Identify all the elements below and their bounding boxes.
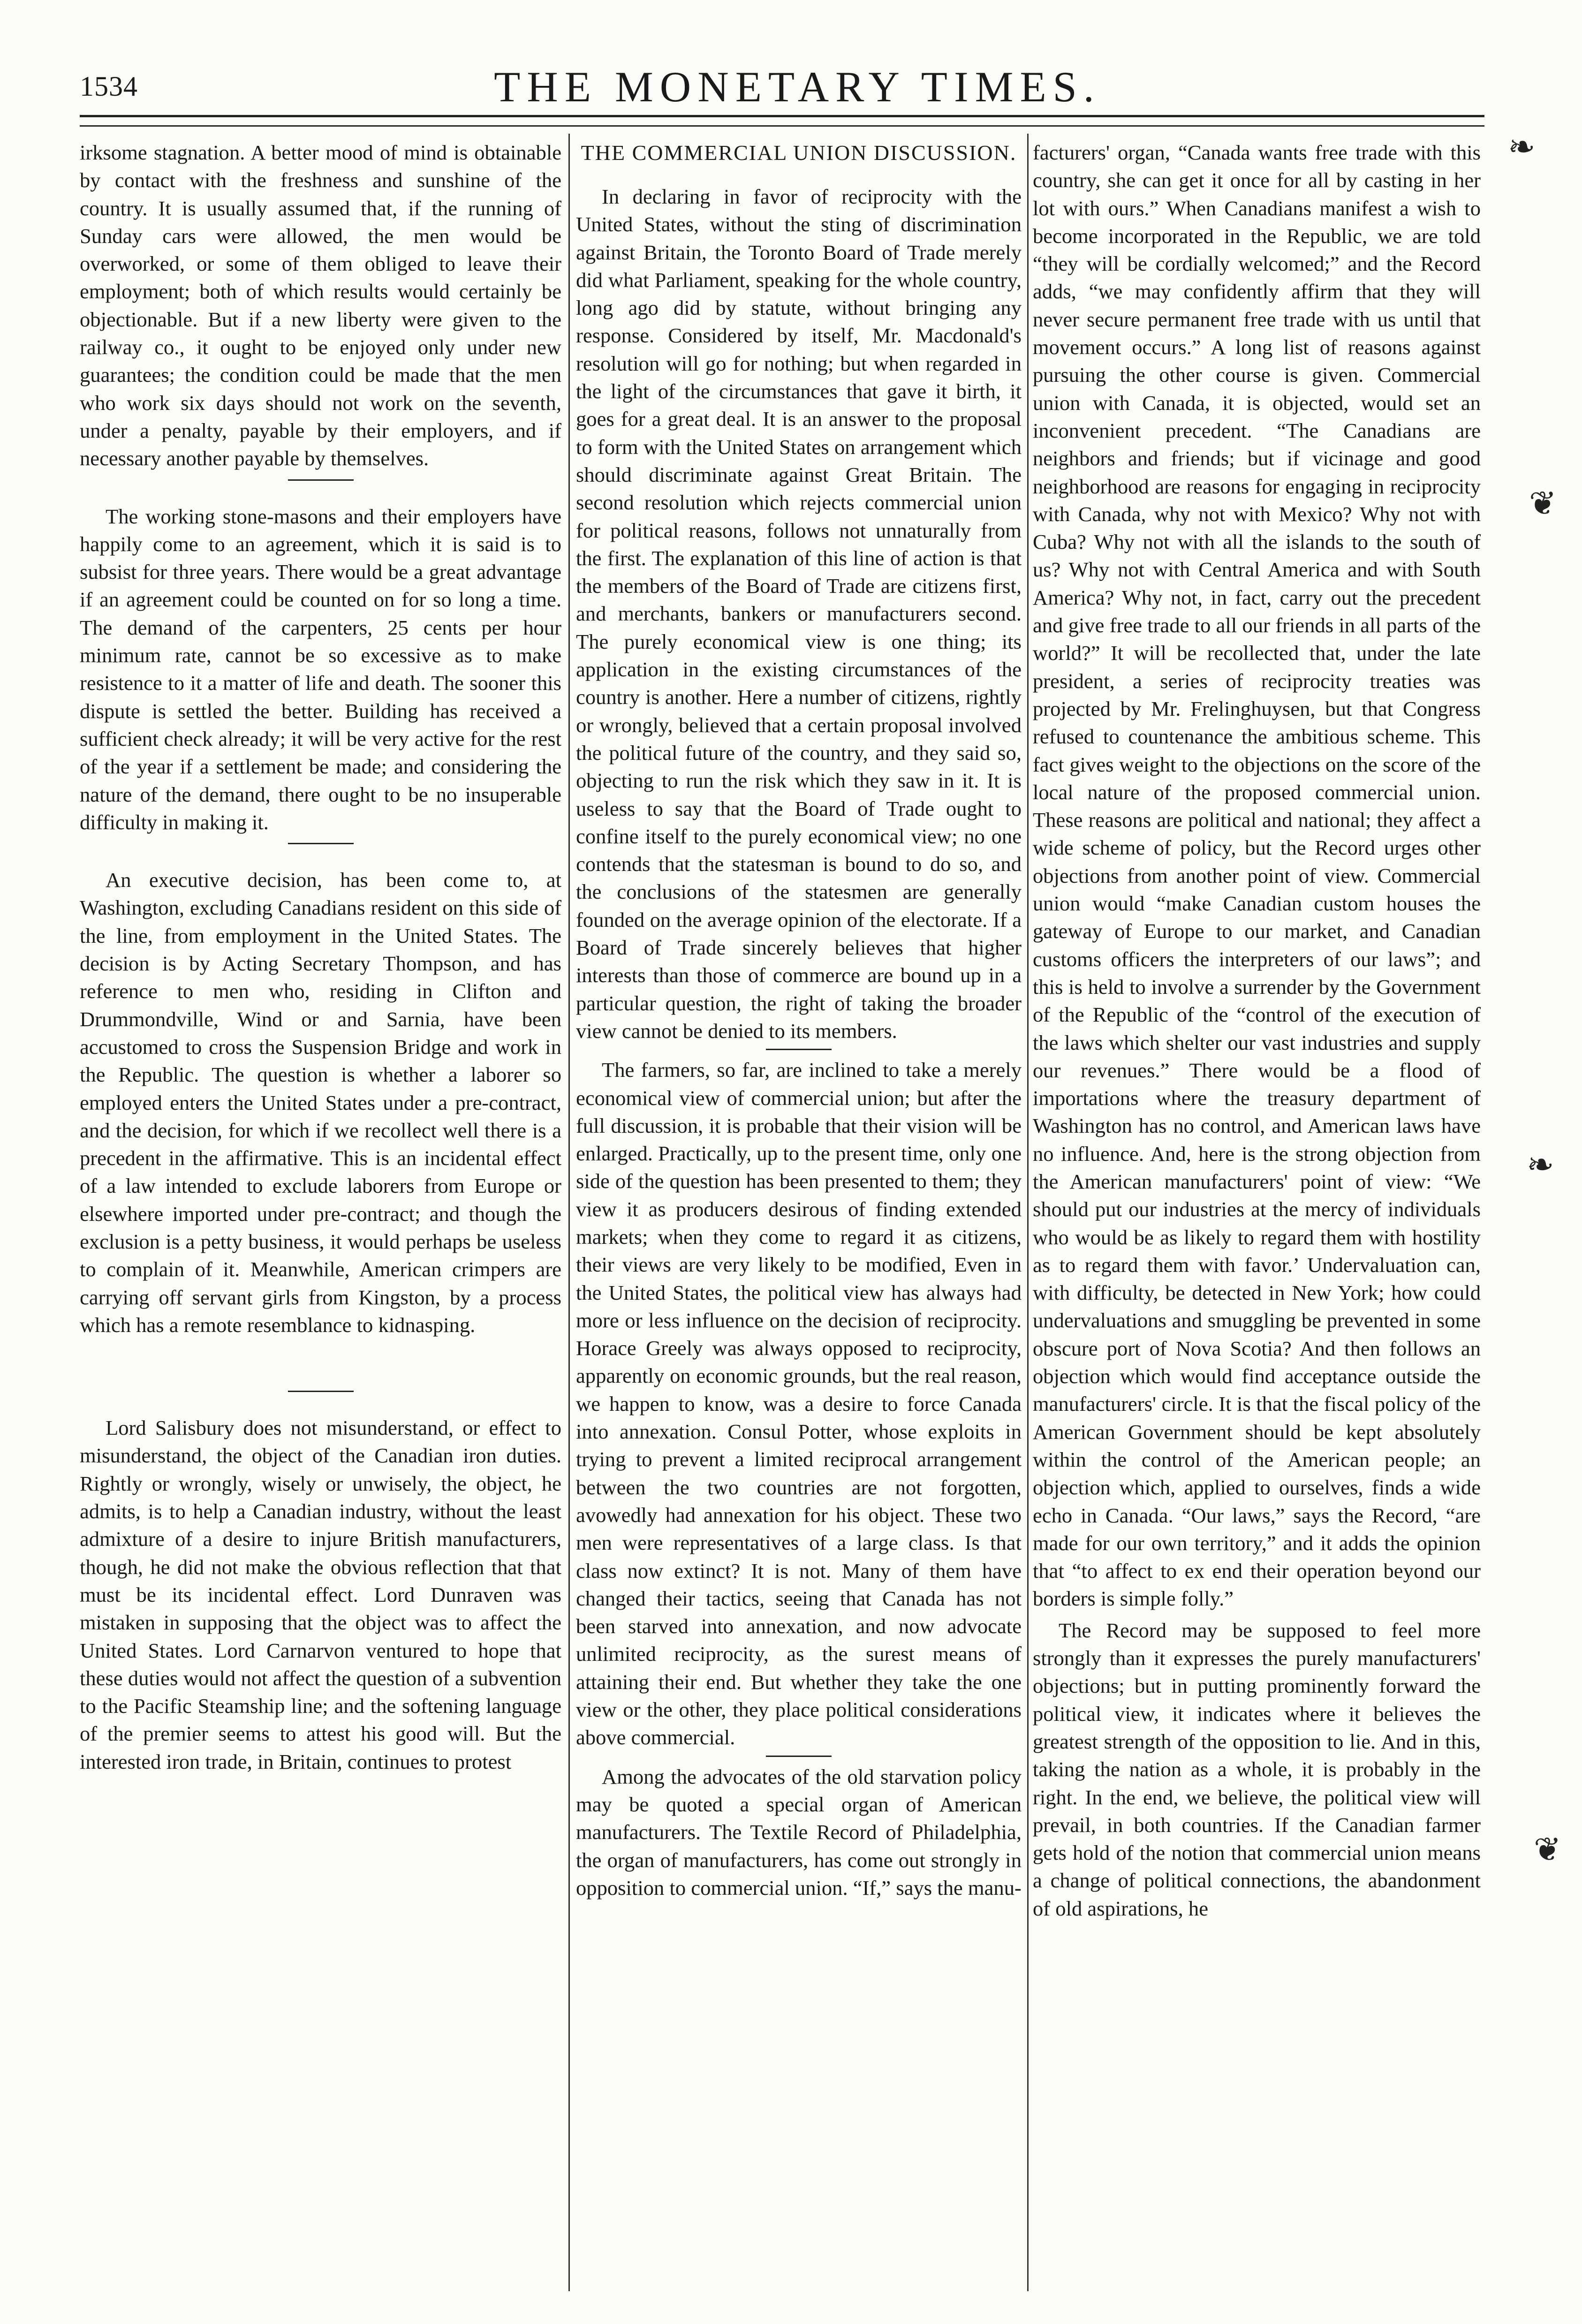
- paragraph: The working stone-masons and their employers have happily come to an agreement, which it is said is to subsist for three years. There would be a great advantage if an agreement could be counted on for so long a time. The demand of the carpenters, 25 cents per hour minimum rate, cannot be so excessive as to make resistence to it a matter of life and death. The sooner this dispute is settled the better. Building has received a sufficient check already; it will be very active for the rest of the year if a settlement be made; and considering the nature of the demand, there ought to be no insuperable difficulty in making it.: [80, 504, 561, 834]
- margin-ornament-icon: ❦: [1534, 1832, 1561, 1868]
- column-divider-1: [568, 134, 570, 2291]
- header-rule: [80, 115, 1484, 117]
- column-divider-2: [1027, 134, 1029, 2291]
- paragraph: The Record may be supposed to feel more strongly than it expresses the purely manufacturers' objections; but in putting prominently forward the political view, it indicates where it believes the greatest strength of the opposition to lie. And in this, taking the nation as a whole, it is probably in the right. In the end, we believe, the political view will prevail, in both countries. If the Canadian farmer gets hold of the notion that commercial union means a change of political connections, the abandonment of old aspirations, he: [1033, 1618, 1481, 1920]
- paragraph: facturers' organ, “Canada wants free trade with this country, she can get it once for all by casting in her lot with ours.” When Canadians manifest a wish to become incorporated in the Republic, we are told “they will be cordially welcomed;” and the Record adds, “we may confidently affirm that they will never secure permanent free trade with us until that movement occurs.” A long list of reasons against pursuing the other course is given. Commercial union with Canada, it is objected, would set an inconvenient precedent. “The Canadians are neighbors and friends; but if vicinage and good neighborhood are reasons for engaging in reciprocity with Canada, why not with Mexico? Why not with Cuba? Why not with all the islands to the south of us? Why not with Central America and with South America? Why not, in fact, carry out the precedent and give free trade to all our friends in all parts of the world?” It will be recollected that, under the late president, a series of reciprocity treaties was projected by Mr. Frelinghuysen, but that Congress refused to countenance the ambitious scheme. This fact gives weight to the objections on the score of the local nature of the proposed commercial union. These reasons are political and national; they affect a wide scheme of policy, but the Record urges other objections from another point of view. Commercial union would “make Canadian custom houses the gateway of Europe to our market, and Canadian customs officers the interpreters of our laws”; and this is held to involve a surrender by the Government of the Republic of the “control of the execution of the laws which shelter our vast industries and supply our revenues.” There would be a flood of importations where the treasury department of Washington has no control, and American laws have no influence. And, here is the strong objection from the American manufacturers' point of view: “We should put our industries at the mercy of individuals who would be as likely to regard them with hostility as to regard them with favor.’ Undervaluation can, with difficulty, be detected in New York; how could undervaluations and smuggling be prevented in some obscure port of Nova Scotia? And then follows an objection which would find acceptance outside the manufacturers' circle. It is that the fiscal policy of the American Government should be kept absolutely within the control of the American people; an objection which, applied to ourselves, finds a wide echo in Canada. “Our laws,” says the Record, “are made for our own territory,” and it adds the opinion that “to affect to ex end their operation beyond our borders is simple folly.”: [1033, 141, 1481, 1611]
- paragraph: In declaring in favor of reciprocity with the United States, without the sting of discrimination against Britain, the Toronto Board of Trade merely did what Parliament, speaking for the whole country, long ago did by statute, without bringing any response. Considered by itself, Mr. Macdonald's resolution will go for nothing; but when regarded in the light of the circumstances that gave it birth, it goes for a great deal. It is an answer to the proposal to form with the United States on arrangement which should discriminate against Great Britain. The second resolution which rejects commercial union for political reasons, follows not unnaturally from the first. The explanation of this line of action is that the members of the Board of Trade are citizens first, and merchants, bankers or manufacturers second. The purely economical view is one thing; its application in the existing circumstances of the country is another. Here a number of citizens, rightly or wrongly, believed that a certain proposal involved the political future of the country, and they said so, objecting to run the risk which they saw in it. It is useless to say that the Board of Trade ought to confine itself to the purely economical view; no one contends that the statesman is bound to do so, and the conclusions of the statesmen are generally founded on the average opinion of the electorate. If a Board of Trade sincerely believes that higher interests than those of commerce are bound up in a particular question, the right of taking the broader view cannot be denied to its members.: [576, 185, 1022, 1043]
- column-3: [1033, 139, 1481, 1923]
- margin-ornament-icon: ❧: [1508, 129, 1536, 166]
- section-separator: [766, 1049, 832, 1052]
- margin-ornament-icon: ❦: [1529, 486, 1557, 522]
- paragraph: The farmers, so far, are inclined to take a merely economical view of commercial union; but after the full discussion, it is probable that their vision will be enlarged. Practically, up to the present time, only one side of the question has been presented to them; they view it as producers desirous of finding extended markets; when they come to regard it as citizens, their views are very likely to be modified, Even in the United States, the political view has always had more or less influence on the decision of reciprocity. Horace Greely was always opposed to reciprocity, apparently on economic grounds, but the real reason, we happen to know, was a desire to force Canada into annexation. Consul Potter, whose exploits in trying to prevent a limited reciprocal arrangement between the two countries are not forgotten, avowedly had annexation for his object. These two men were representatives of a large class. Is that class now extinct? It is not. Many of them have changed their tactics, seeing that Canada has not been starved into annexation, and now advocate unlimited reciprocity, as the surest means of attaining their end. But whether they take the one view or the other, they place political considerations above commercial.: [576, 1058, 1022, 1749]
- header-rule-thin: [80, 125, 1484, 127]
- masthead-title: THE MONETARY TIMES.: [494, 63, 1101, 111]
- paragraph: An executive decision, has been come to, at Washington, excluding Canadians resident on this side of the line, from employment in the United States. The decision is by Acting Secretary Thompson, and has reference to men who, residing in Clifton and Drummondville, Wind or and Sarnia, have been accustomed to cross the Suspension Bridge and work in the Republic. The question is whether a laborer so employed enters the United States under a pre-contract, and the decision, for which if we recollect well there is a precedent in the affirmative. This is an incidental effect of a law intended to exclude laborers from Europe or elsewhere imported under pre-contract; and though the exclusion is a petty business, it would perhaps be useless to complain of it. Meanwhile, American crimpers are carrying off servant girls from Kingston, by a process which has a remote resemblance to kidnasping.: [80, 868, 561, 1337]
- paragraph: irksome stagnation. A better mood of mind is obtainable by contact with the freshness and sunshine of the country. It is usually assumed that, if the running of Sunday cars were allowed, the men would be overworked, or some of them obliged to leave their employment; both of which results would certainly be objectionable. But if a new liberty were given to the railway co., it ought to be enjoyed only under new guarantees; the condition could be made that the men who work six days should not work on the seventh, under a penalty, payable by their employers, and if necessary another payable by themselves.: [80, 141, 561, 470]
- column-2: [576, 139, 1022, 1902]
- article-heading: THE COMMERCIAL UNION DISCUSSION.: [581, 141, 1017, 165]
- column-1: [80, 139, 561, 1776]
- section-separator: [288, 1391, 354, 1394]
- section-separator: [766, 1756, 832, 1759]
- paragraph: Lord Salisbury does not misunderstand, or effect to misunderstand, the object of the Canadian iron duties. Rightly or wrongly, wisely or unwisely, the object, he admits, is to help a Canadian industry, without the least admixture of a desire to injure British manufacturers, though, he did not make the obvious reflection that that must be its incidental effect. Lord Dunraven was mistaken in supposing that the object was to affect the United States. Lord Carnarvon ventured to hope that these duties would not affect the question of a subvention to the Pacific Steamship line; and the softening language of the premier seems to attest his good will. But the interested iron trade, in Britain, continues to protest: [80, 1416, 561, 1773]
- margin-ornament-icon: ❧: [1527, 1147, 1554, 1183]
- paragraph: Among the advocates of the old starvation policy may be quoted a special organ of American manufacturers. The Textile Record of Philadelphia, the organ of manufacturers, has come out strongly in opposition to commercial union. “If,” says the manu-: [576, 1764, 1022, 1900]
- page-number: 1534: [80, 71, 138, 102]
- section-separator: [288, 843, 354, 847]
- section-separator: [288, 479, 354, 483]
